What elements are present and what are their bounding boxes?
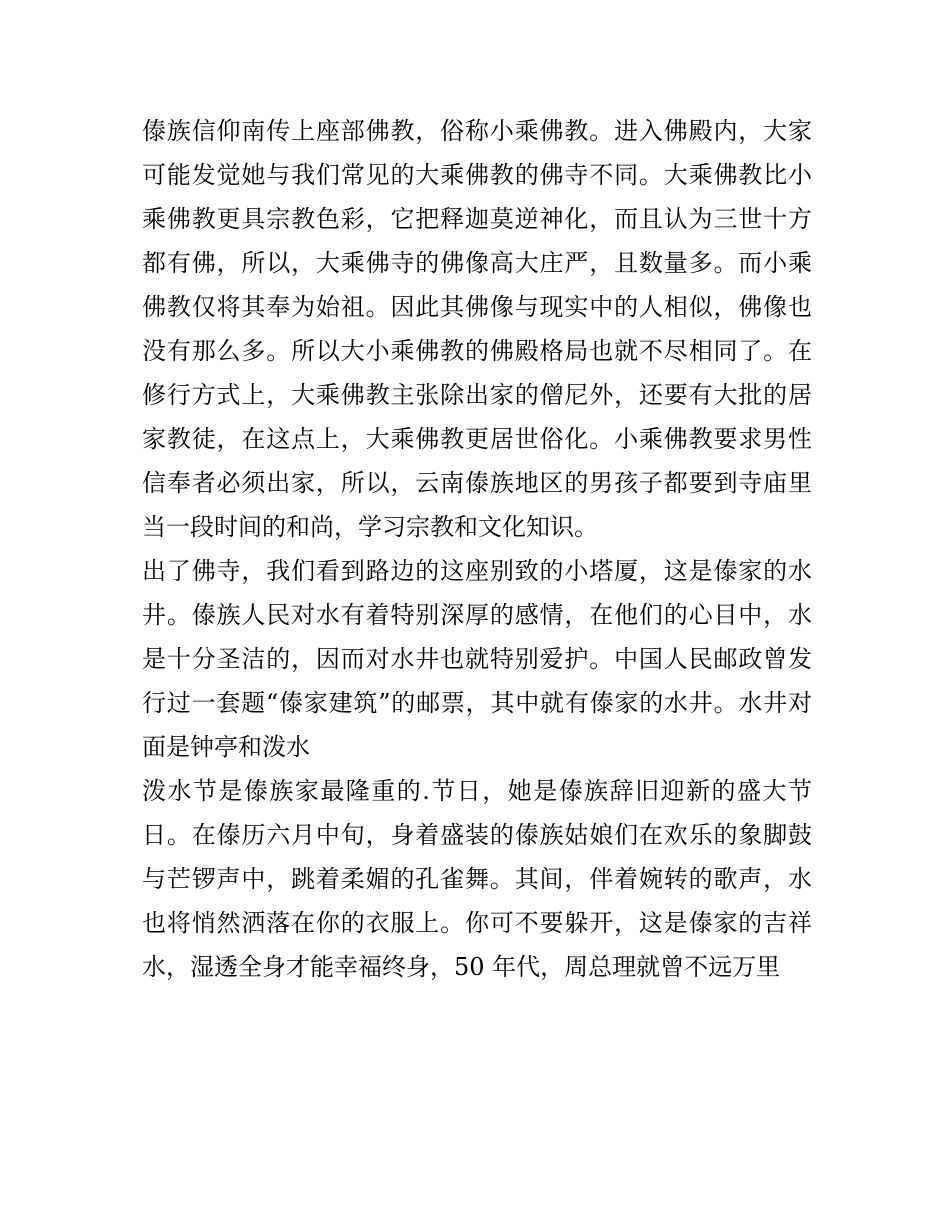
text-line: 面是钟亭和泼水 [142, 733, 310, 761]
paragraph-buddhism [142, 109, 812, 549]
text-line: 水，湿透全身才能幸福终身，50 年代，周总理就曾不远万里 [142, 953, 781, 981]
text-line: 与芒锣声中，跳着柔媚的孔雀舞。其间，伴着婉转的歌声，水 [142, 865, 812, 893]
text-line: 家教徒，在这点上，大乘佛教更居世俗化。小乘佛教要求男性 [142, 425, 812, 453]
text-line: 日。在傣历六月中旬，身着盛装的傣族姑娘们在欢乐的象脚鼓 [142, 821, 812, 849]
text-line: 是十分圣洁的，因而对水井也就特别爱护。中国人民邮政曾发 [142, 645, 812, 673]
document-body [142, 109, 812, 989]
text-line: 出了佛寺，我们看到路边的这座别致的小塔厦，这是傣家的水 [142, 557, 812, 585]
text-line: 修行方式上，大乘佛教主张除出家的僧尼外，还要有大批的居 [142, 381, 812, 409]
text-line: 泼水节是傣族家最隆重的.节日，她是傣族辞旧迎新的盛大节 [142, 777, 812, 805]
text-line: 都有佛，所以，大乘佛寺的佛像高大庄严，且数量多。而小乘 [142, 249, 812, 277]
paragraph-water-well [142, 549, 812, 769]
text-line: 当一段时间的和尚，学习宗教和文化知识。 [142, 513, 598, 541]
text-line: 傣族信仰南传上座部佛教，俗称小乘佛教。进入佛殿内，大家 [142, 117, 812, 145]
text-line: 可能发觉她与我们常见的大乘佛教的佛寺不同。大乘佛教比小 [142, 161, 812, 189]
text-line: 井。傣族人民对水有着特别深厚的感情，在他们的心目中，水 [142, 601, 812, 629]
paragraph-water-festival [142, 769, 812, 989]
text-line: 信奉者必须出家，所以，云南傣族地区的男孩子都要到寺庙里 [142, 469, 812, 497]
text-line: 没有那么多。所以大小乘佛教的佛殿格局也就不尽相同了。在 [142, 337, 812, 365]
text-line: 乘佛教更具宗教色彩，它把释迦莫逆神化，而且认为三世十方 [142, 205, 812, 233]
text-line: 也将悄然洒落在你的衣服上。你可不要躲开，这是傣家的吉祥 [142, 909, 812, 937]
text-line: 佛教仅将其奉为始祖。因此其佛像与现实中的人相似，佛像也 [142, 293, 812, 321]
text-line: 行过一套题“傣家建筑”的邮票，其中就有傣家的水井。水井对 [142, 689, 812, 717]
